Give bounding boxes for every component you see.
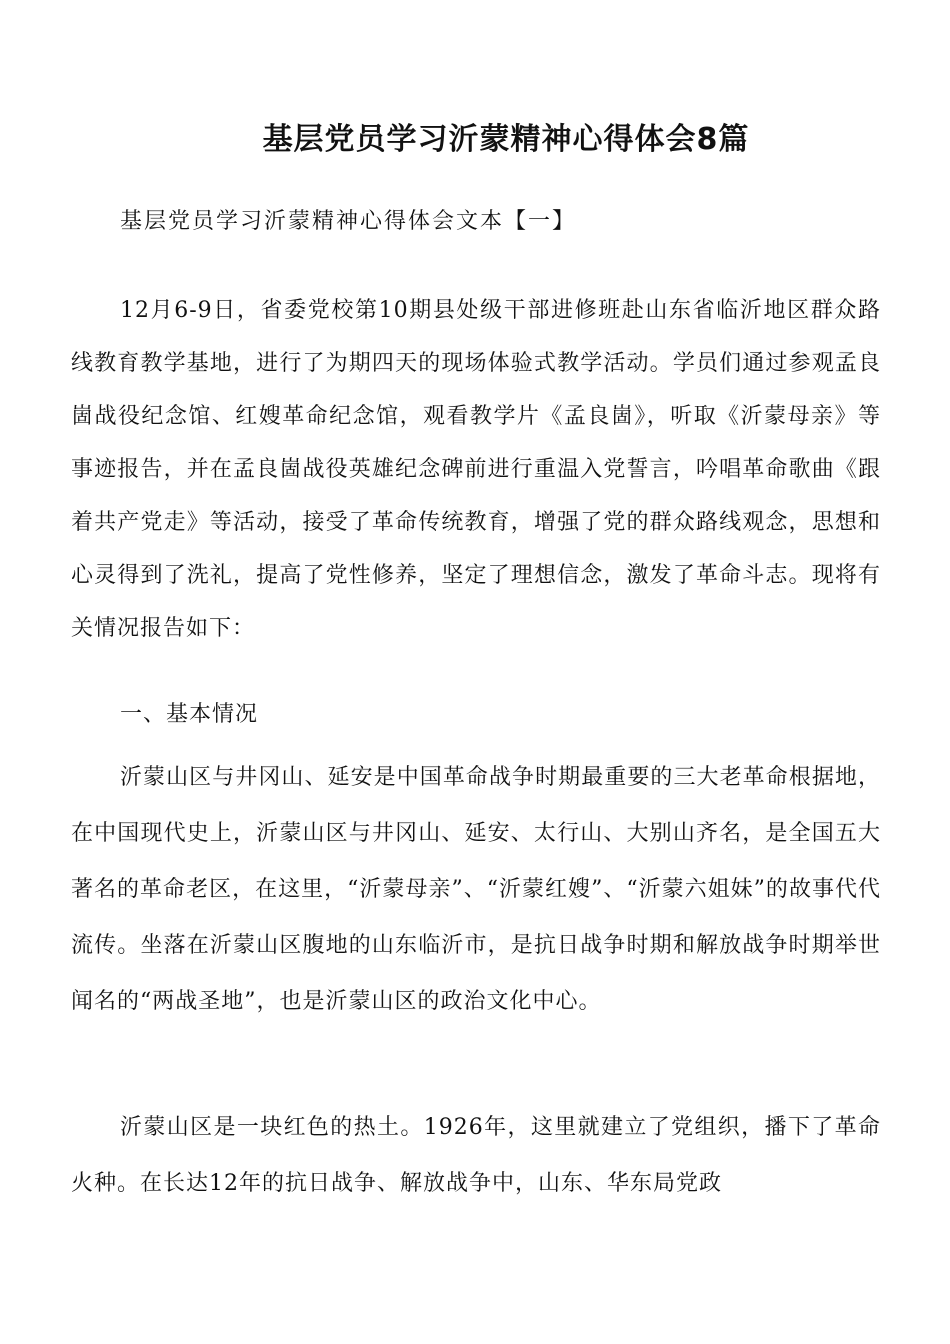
- paragraph-intro: 12月6-9日，省委党校第10期县处级干部进修班赴山东省临沂地区群众路线教育教学基地，进行了为期四天的现场体验式教学活动。学员们通过参观孟良崮战役纪念馆、红嫂革命纪念馆，观看教学片《孟良崮》，听取《沂蒙母亲》等事迹报告，并在孟良崮战役英雄纪念碑前进行重温入党誓言，吟唱革命歌曲《跟着共产党走》等活动，接受了革命传统教育，增强了党的群众路线观念，思想和心灵得到了洗礼，提高了党性修养，坚定了理想信念，激发了革命斗志。现将有关情况报告如下：: [71, 298, 881, 641]
- document-title: 基层党员学习沂蒙精神心得体会8篇: [262, 122, 750, 158]
- paragraph-red-land: 沂蒙山区是一块红色的热土。1926年，这里就建立了党组织，播下了革命火种。在长达12年的抗日战争、解放战争中，山东、华东局党政: [71, 1115, 881, 1196]
- section-title: 基层党员学习沂蒙精神心得体会文本【一】: [120, 209, 577, 234]
- section-heading-basic-situation: 一、基本情况: [120, 702, 259, 727]
- paragraph-yimeng-region: 沂蒙山区与井冈山、延安是中国革命战争时期最重要的三大老革命根据地，在中国现代史上，沂蒙山区与井冈山、延安、太行山、大别山齐名，是全国五大著名的革命老区，在这里，“沂蒙母亲”、“沂蒙红嫂”、“沂蒙六姐妹”的故事代代流传。坐落在沂蒙山区腹地的山东临沂市，是抗日战争时期和解放战争时期举世闻名的“两战圣地”，也是沂蒙山区的政治文化中心。: [71, 765, 881, 1014]
